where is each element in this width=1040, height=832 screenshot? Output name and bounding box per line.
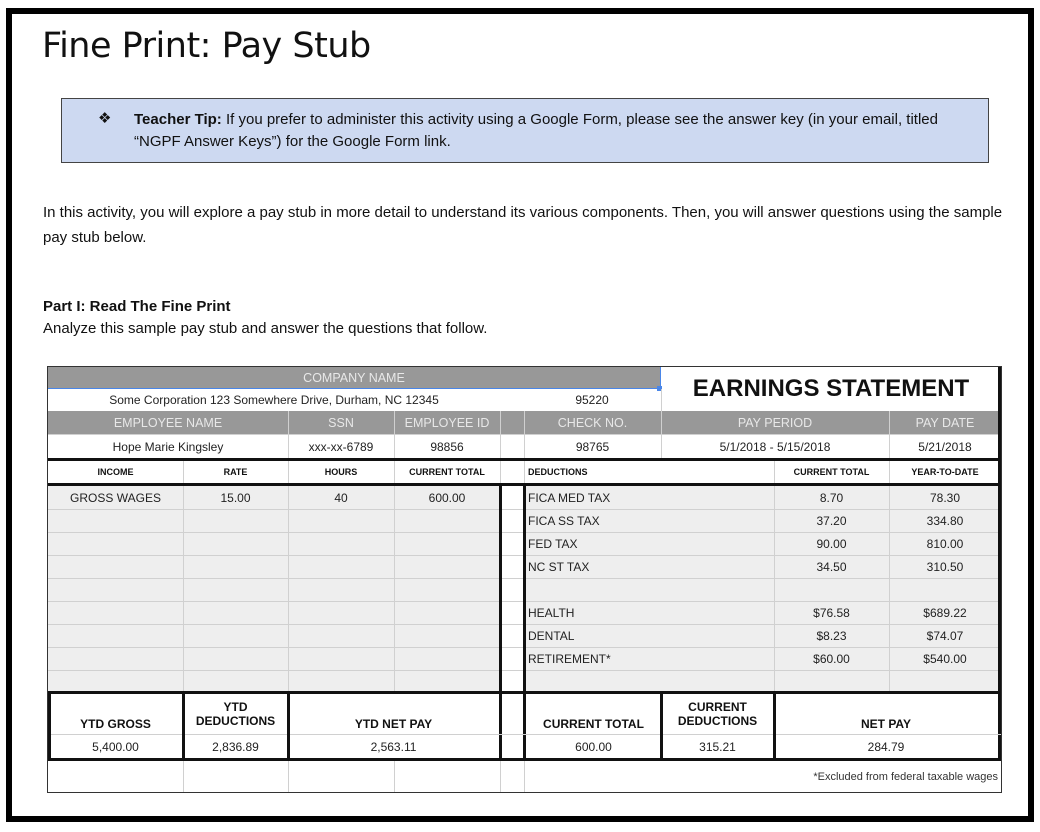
grid-line xyxy=(183,486,184,691)
deduction-row-current: $60.00 xyxy=(813,651,850,666)
company-zip-extra: 95220 xyxy=(575,393,609,407)
deduction-row-label: FICA SS TAX xyxy=(528,513,600,528)
net-pay-header: NET PAY xyxy=(860,717,911,731)
deduction-row-ytd: 78.30 xyxy=(929,490,961,505)
ytd-net-pay-header: YTD NET PAY xyxy=(354,717,433,731)
deduction-row-current: 34.50 xyxy=(816,559,847,574)
ytd-gross-header: YTD GROSS xyxy=(80,717,151,731)
spacer-header xyxy=(500,411,524,435)
income-row-0-hours: 40 xyxy=(334,490,348,505)
ytd-deductions-value: 2,836.89 xyxy=(212,739,259,754)
deduction-row-ytd: $540.00 xyxy=(923,651,967,666)
deduction-row-ytd: 310.50 xyxy=(926,559,964,574)
grid-line xyxy=(524,461,525,483)
grid-line xyxy=(889,486,890,691)
grid-line xyxy=(774,486,775,691)
current-deductions-header: CURRENT DEDUCTIONS xyxy=(677,700,758,728)
income-row-0-total: 600.00 xyxy=(428,490,466,505)
part-title: Part I: Read The Fine Print xyxy=(43,298,231,315)
grid-line xyxy=(183,461,184,483)
ytd-gross-value: 5,400.00 xyxy=(92,739,139,754)
grid-line xyxy=(394,486,395,691)
employee-id-header: EMPLOYEE ID xyxy=(394,411,500,435)
grid-line xyxy=(889,461,890,483)
pay-period-value: 5/1/2018 - 5/15/2018 xyxy=(719,439,831,454)
deduction-row-label: FED TAX xyxy=(528,536,578,551)
employee-name-value: Hope Marie Kingsley xyxy=(112,439,224,454)
company-name-header: COMPANY NAME xyxy=(48,367,660,389)
footnote: *Excluded from federal taxable wages xyxy=(813,770,998,783)
deduction-row-label: NC ST TAX xyxy=(528,559,590,574)
pay-period-header: PAY PERIOD xyxy=(661,411,889,435)
grid-line xyxy=(48,434,1001,435)
page-title: Fine Print: Pay Stub xyxy=(42,26,371,66)
ssn-header: SSN xyxy=(288,411,394,435)
part-subtitle: Analyze this sample pay stub and answer the questions that follow. xyxy=(43,320,488,337)
income-row-0-rate: 15.00 xyxy=(220,490,251,505)
deduction-row-label: RETIREMENT* xyxy=(528,651,611,666)
net-pay-value: 284.79 xyxy=(867,739,905,754)
deduction-row-current: 90.00 xyxy=(816,536,847,551)
grid-line xyxy=(183,761,184,792)
deduction-row-ytd: $689.22 xyxy=(923,605,967,620)
pay-date-value: 5/21/2018 xyxy=(918,439,972,454)
grid-line xyxy=(288,486,289,691)
deduction-row-label: FICA MED TAX xyxy=(528,490,611,505)
income-current-total-header: CURRENT TOTAL xyxy=(409,467,485,477)
grid-line xyxy=(394,461,395,483)
grid-line xyxy=(661,389,662,458)
deduction-row-ytd: $74.07 xyxy=(926,628,964,643)
income-row-0-label: GROSS WAGES xyxy=(70,490,161,505)
year-to-date-header: YEAR-TO-DATE xyxy=(911,467,979,477)
grid-line xyxy=(288,461,289,483)
current-total-value: 600.00 xyxy=(575,739,612,754)
pay-date-header: PAY DATE xyxy=(889,411,1001,435)
ssn-value: xxx-xx-6789 xyxy=(308,439,374,454)
deduction-row-current: $8.23 xyxy=(816,628,847,643)
deduction-row-label: DENTAL xyxy=(528,628,575,643)
grid-line xyxy=(500,761,501,792)
check-no-value: 98765 xyxy=(575,439,610,454)
current-deductions-value: 315.21 xyxy=(699,739,736,754)
income-area xyxy=(48,486,500,691)
ytd-net-pay-value: 2,563.11 xyxy=(370,739,417,754)
deduction-row-label: HEALTH xyxy=(528,605,575,620)
column-divider xyxy=(182,691,185,761)
deduction-row-ytd: 334.80 xyxy=(926,513,964,528)
current-total-header: CURRENT TOTAL xyxy=(543,717,644,731)
rate-header: RATE xyxy=(223,467,248,477)
column-divider xyxy=(499,486,502,761)
deductions-current-total-header: CURRENT TOTAL xyxy=(793,467,870,477)
employee-name-header: EMPLOYEE NAME xyxy=(48,411,288,435)
deduction-row-current: $76.58 xyxy=(813,605,850,620)
deduction-row-current: 37.20 xyxy=(816,513,847,528)
column-divider xyxy=(660,691,663,761)
column-divider xyxy=(287,691,290,761)
grid-line xyxy=(288,761,289,792)
hours-header: HOURS xyxy=(324,467,358,477)
grid-line xyxy=(774,461,775,483)
intro-paragraph: In this activity, you will explore a pay stub in more detail to understand its various components. Then, you will answer questions using the sample pay stub below. xyxy=(43,204,1003,246)
deduction-row-current: 8.70 xyxy=(819,490,844,505)
grid-line xyxy=(394,761,395,792)
column-divider xyxy=(773,691,776,761)
pay-stub xyxy=(47,366,1002,793)
diamond-bullet-icon: ❖ xyxy=(98,109,112,127)
right-border xyxy=(998,367,1001,761)
teacher-tip-text xyxy=(134,109,974,153)
teacher-tip-body: If you prefer to administer this activity using a Google Form, please see the answer key (in your email, titled “NGPF Answer Keys”) for the Google Form link. xyxy=(134,111,938,150)
deduction-row-ytd: 810.00 xyxy=(926,536,964,551)
income-header: INCOME xyxy=(97,467,134,477)
teacher-tip-label: Teacher Tip: xyxy=(134,111,222,128)
ytd-deductions-header: YTD DEDUCTIONS xyxy=(195,700,276,728)
company-address: Some Corporation 123 Somewhere Drive, Durham, NC 12345 xyxy=(109,393,439,407)
grid-line xyxy=(500,461,501,483)
teacher-tip-box xyxy=(61,98,989,163)
column-divider xyxy=(48,691,51,761)
employee-id-value: 98856 xyxy=(430,439,464,454)
earnings-statement-title: EARNINGS STATEMENT xyxy=(692,375,970,402)
check-no-header: CHECK NO. xyxy=(524,411,661,435)
deductions-header: DEDUCTIONS xyxy=(528,467,588,477)
